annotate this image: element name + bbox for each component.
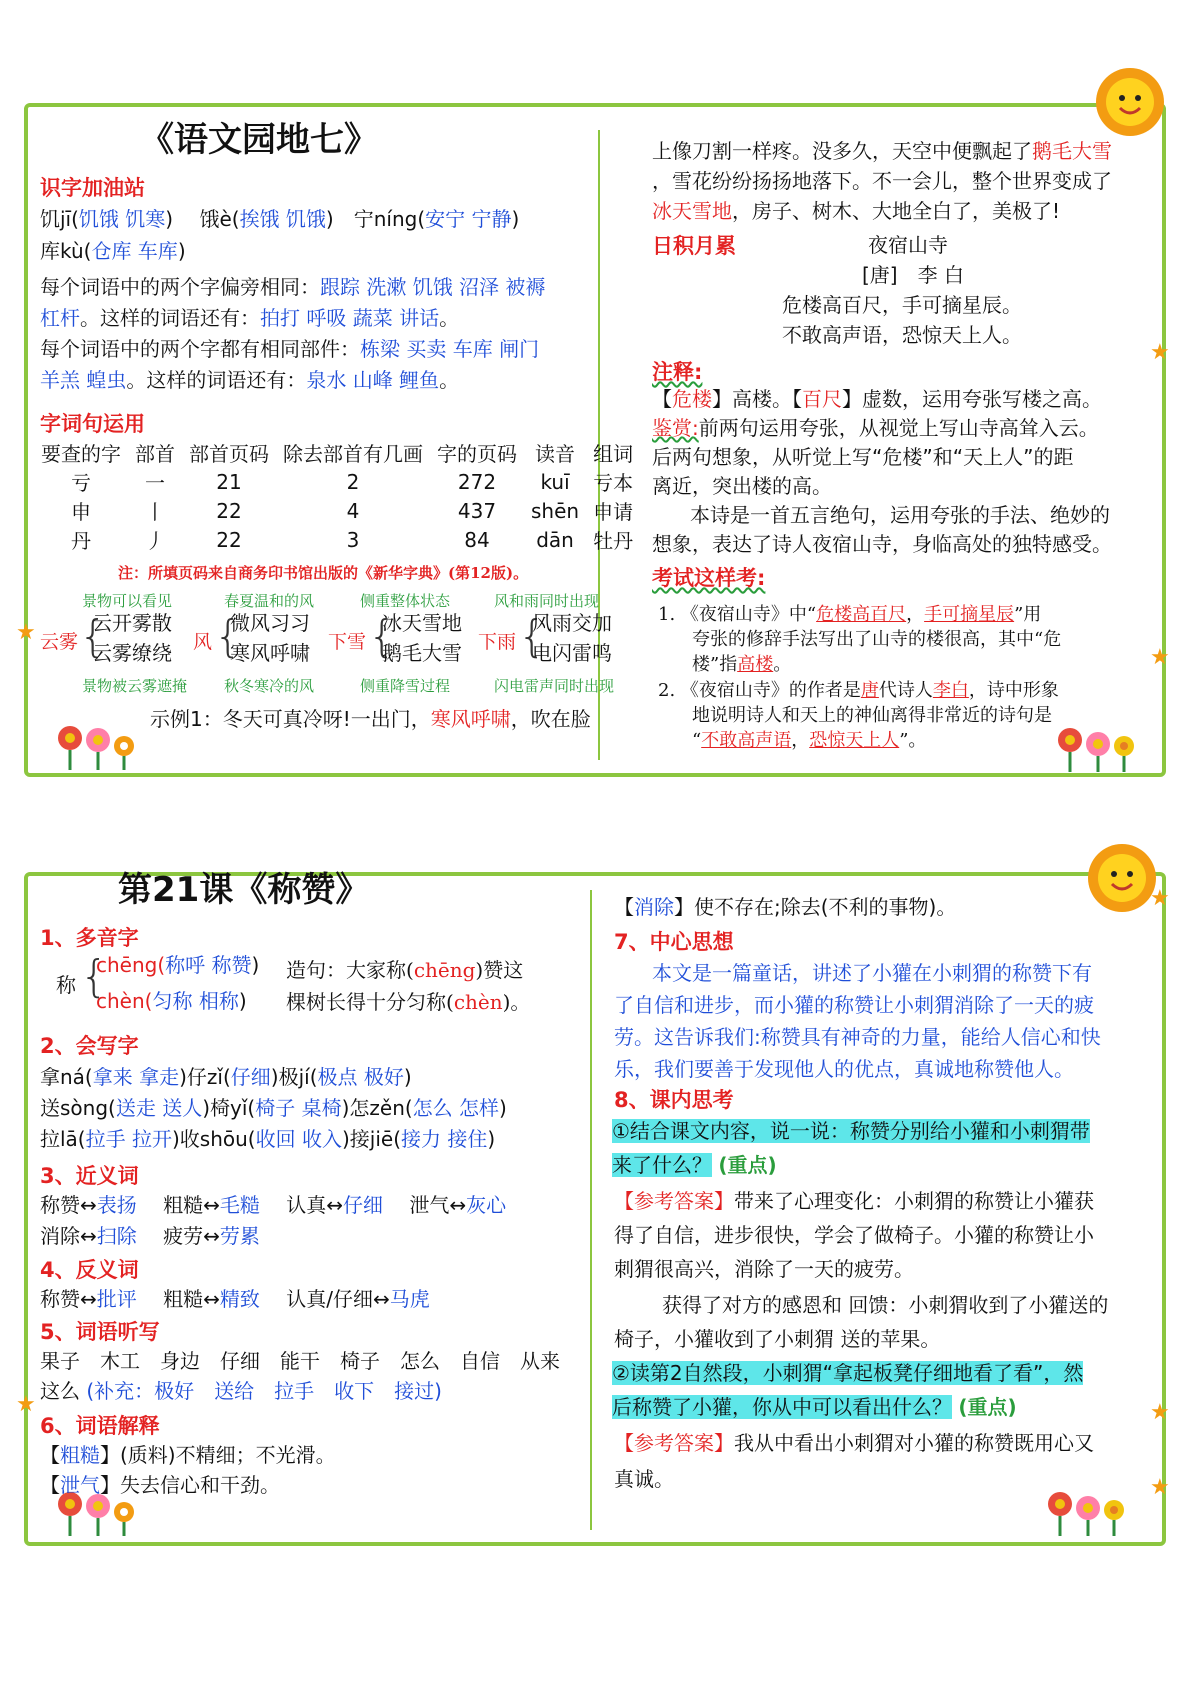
table-row xyxy=(34,467,640,496)
question1-line3: 楼”指高楼。 xyxy=(692,654,792,675)
zhongxin-line3: 劳。这告诉我们:称赞具有神奇的力量，能给人信心和快 xyxy=(614,1025,1101,1049)
star-icon: ★ xyxy=(16,1392,36,1417)
group-item: 寒风呼啸 xyxy=(230,641,310,665)
polyphone-char: 称 xyxy=(56,973,76,997)
zaoju-line2: 棵树长得十分匀称(chèn)。 xyxy=(286,990,531,1014)
table-header: 组词 xyxy=(593,442,634,466)
table-cell: 2 xyxy=(346,469,360,494)
green-note: 风和雨同时出现 xyxy=(494,592,600,610)
flower-icon xyxy=(1052,722,1142,774)
zhongxin-line4: 乐，我们要善于发现他人的优点，真诚地称赞他人。 xyxy=(614,1057,1074,1081)
table-header: 读音 xyxy=(535,442,576,466)
jinyi-line2: 消除↔扫除 疲劳↔劳累 xyxy=(40,1224,260,1248)
section-duoyinzi: 1、多音字 xyxy=(40,926,139,950)
kaoshi-label: 考试这样考: xyxy=(652,566,766,590)
brace: { xyxy=(79,611,107,662)
section-zhongxin: 7、中心思想 xyxy=(614,930,734,954)
tingxie-line2: 这么 (补充：极好 送给 拉手 收下 接过) xyxy=(40,1379,442,1403)
star-icon: ★ xyxy=(16,620,36,645)
star-icon: ★ xyxy=(1150,1475,1170,1500)
answer1-line1: 【参考答案】带来了心理变化：小刺猬的称赞让小獾获 xyxy=(614,1189,1094,1213)
flower-icon xyxy=(1042,1486,1132,1538)
sun-icon xyxy=(1090,62,1170,142)
group-label: 云雾 xyxy=(40,631,79,653)
group-item: 风雨交加 xyxy=(532,611,612,635)
brace: { xyxy=(80,951,108,1002)
example-cont-3: 冰天雪地，房子、树木、大地全白了，美极了! xyxy=(652,199,1061,223)
summary-line1: 本诗是一首五言绝句，运用夸张的手法、绝妙的 xyxy=(690,503,1110,527)
section-tingxie: 5、词语听写 xyxy=(40,1320,160,1344)
dictionary-note: 注：所填页码来自商务印书馆出版的《新华字典》(第12版)。 xyxy=(118,564,529,582)
brace: { xyxy=(518,611,546,662)
group-label: 下雪 xyxy=(328,631,367,653)
zaoju-line1: 造句：大家称(chēng)赞这 xyxy=(286,958,524,982)
section-sikao: 8、课内思考 xyxy=(614,1088,734,1112)
table-cell: 437 xyxy=(457,498,497,523)
jieshi-line1: 【粗糙】(质料)不精细；不光滑。 xyxy=(40,1443,336,1467)
sikao-q1-line2: 来了什么？ (重点) xyxy=(612,1153,777,1177)
page2-title: 第21课《称赞》 xyxy=(118,870,370,910)
answer2-line2: 真诚。 xyxy=(614,1467,674,1491)
part-same-line2: 羊羔 蝗虫。这样的词语还有：泉水 山峰 鲤鱼。 xyxy=(40,368,460,392)
table-cell: dān xyxy=(536,527,574,552)
table-cell: 272 xyxy=(457,469,497,494)
answer2-line1: 【参考答案】我从中看出小刺猬对小獾的称赞既用心又 xyxy=(614,1431,1094,1455)
sikao-q2-line2: 后称赞了小獾，你从中可以看出什么？ (重点) xyxy=(612,1395,1017,1419)
table-cell: 亏本 xyxy=(593,471,634,495)
flower-icon xyxy=(52,720,142,772)
section-huixiezi: 2、会写字 xyxy=(40,1034,139,1058)
jieshi-line3: 【消除】使不存在;除去(不利的事物)。 xyxy=(614,895,957,919)
table-cell: 一 xyxy=(145,471,165,495)
table-cell: 申 xyxy=(71,500,91,524)
polyphone-py2: chèn(匀称 相称) xyxy=(96,989,247,1013)
jieshi-line2: 【泄气】失去信心和干劲。 xyxy=(40,1473,280,1497)
zhongxin-line2: 了自信和进步，而小獾的称赞让小刺猬消除了一天的疲 xyxy=(614,993,1094,1017)
answer1-line2: 得了自信，进步很快，学会了做椅子。小獾的称赞让小 xyxy=(614,1223,1094,1247)
section-jinyici: 3、近义词 xyxy=(40,1164,139,1188)
table-header: 除去部首有几画 xyxy=(283,442,423,466)
table-cell: 丨 xyxy=(145,500,165,524)
dictionary-lookup-table xyxy=(34,438,640,554)
section-shizi: 识字加油站 xyxy=(40,176,145,200)
polyphone-py1: chēng(称呼 称赞) xyxy=(96,953,260,977)
example-cont-2: ，雪花纷纷扬扬地落下。不一会儿，整个世界变成了 xyxy=(652,169,1112,193)
group-item: 云开雾散 xyxy=(92,611,172,635)
question2-line1: 2. 《夜宿山寺》的作者是唐代诗人李白，诗中形象 xyxy=(658,680,1059,701)
green-note: 景物被云雾遮掩 xyxy=(82,677,188,695)
section-ciju: 字词句运用 xyxy=(40,412,145,436)
table-cell: kuī xyxy=(540,469,570,494)
green-note: 秋冬寒冷的风 xyxy=(224,677,315,695)
table-cell: 丹 xyxy=(71,529,91,553)
huixie-line2: 送sòng(送走 送人)椅yǐ(椅子 桌椅)怎zěn(怎么 怎样) xyxy=(40,1096,507,1120)
table-header-row xyxy=(34,438,640,467)
table-cell: 84 xyxy=(464,527,490,552)
question2-line3: “不敢高声语，恐惊天上人”。 xyxy=(692,730,927,751)
poem-author: [唐] 李 白 xyxy=(862,263,964,287)
huixie-line3: 拉lā(拉手 拉开)收shōu(收回 收入)接jiē(接力 接住) xyxy=(40,1127,496,1151)
group-item: 云雾缭绕 xyxy=(92,641,172,665)
green-note: 侧重降雪过程 xyxy=(360,677,451,695)
star-icon: ★ xyxy=(1150,340,1170,365)
table-cell: 3 xyxy=(346,527,360,552)
table-cell: shēn xyxy=(531,498,580,523)
star-icon: ★ xyxy=(1150,1400,1170,1425)
table-header: 字的页码 xyxy=(437,442,517,466)
group-label: 风 xyxy=(193,631,213,653)
group-label: 下雨 xyxy=(478,631,517,653)
zhushi-label: 注释: xyxy=(652,360,703,384)
answer1-line3: 刺猬很高兴，消除了一天的疲劳。 xyxy=(614,1257,914,1281)
table-header: 部首 xyxy=(135,442,175,466)
section-jieshi: 6、词语解释 xyxy=(40,1414,160,1438)
table-cell: 22 xyxy=(216,498,242,523)
question1-line2: 夸张的修辞手法写出了山寺的楼很高，其中“危 xyxy=(692,629,1062,650)
sikao-q2-line1: ②读第2自然段，小刺猬“拿起板凳仔细地看了看”，然 xyxy=(612,1361,1084,1385)
huixie-line1: 拿ná(拿来 拿走)仔zǐ(仔细)极jí(极点 极好) xyxy=(40,1065,412,1089)
green-note: 景物可以看见 xyxy=(82,592,173,610)
star-icon: ★ xyxy=(1150,886,1170,911)
zhushi-text: 【危楼】高楼。【百尺】虚数，运用夸张写楼之高。 xyxy=(652,387,1102,411)
brace: { xyxy=(368,611,396,662)
group-item: 电闪雷鸣 xyxy=(532,641,612,665)
answer1-line5: 椅子，小獾收到了小刺猬 送的苹果。 xyxy=(614,1327,941,1351)
group-item: 冰天雪地 xyxy=(382,611,462,635)
sikao-q1-line1: ①结合课文内容，说一说：称赞分别给小獾和小刺猬带 xyxy=(612,1119,1090,1143)
poem-line2: 不敢高声语，恐惊天上人。 xyxy=(782,323,1022,347)
question1-line1: 1. 《夜宿山寺》中“危楼高百尺，手可摘星辰”用 xyxy=(658,604,1042,625)
section-fanyici: 4、反义词 xyxy=(40,1258,139,1282)
table-cell: 牡丹 xyxy=(593,529,634,553)
jianshang-line2: 后两句想象，从听觉上写“危楼”和“天上人”的距 xyxy=(652,445,1074,469)
radical-same-line1: 每个词语中的两个字偏旁相同：跟踪 洗漱 饥饿 沼泽 被褥 xyxy=(40,275,546,299)
brace: { xyxy=(214,611,242,662)
green-note: 侧重整体状态 xyxy=(360,592,451,610)
fanyi-line1: 称赞↔批评 粗糙↔精致 认真/仔细↔马虎 xyxy=(40,1287,430,1311)
table-cell: 丿 xyxy=(145,529,165,553)
table-cell: 申请 xyxy=(593,500,634,524)
shizi-line2: 库kù(仓库 车库) xyxy=(40,239,186,263)
green-note: 春夏温和的风 xyxy=(224,592,315,610)
summary-line2: 想象，表达了诗人夜宿山寺，身临高处的独特感受。 xyxy=(652,532,1112,556)
table-cell: 22 xyxy=(216,527,242,552)
tingxie-line1: 果子 木工 身边 仔细 能干 椅子 怎么 自信 从来 xyxy=(40,1349,560,1373)
zhongxin-line1: 本文是一篇童话，讲述了小獾在小刺猬的称赞下有 xyxy=(652,961,1092,985)
shizi-line1: 饥jī(饥饿 饥寒) 饿è(挨饿 饥饿) 宁níng(安宁 宁静) xyxy=(40,207,520,231)
section-rijiyue: 日积月累 xyxy=(652,234,736,258)
radical-same-line2: 杠杆。这样的词语还有：拍打 呼吸 蔬菜 讲话。 xyxy=(40,306,460,330)
question2-line2: 地说明诗人和天上的神仙离得非常近的诗句是 xyxy=(692,705,1052,726)
jianshang-line3: 离近，突出楼的高。 xyxy=(652,474,832,498)
jianshang-line1: 鉴赏:前两句运用夸张，从视觉上写山寺高耸入云。 xyxy=(652,416,1099,440)
table-header: 部首页码 xyxy=(189,442,269,466)
green-note: 闪电雷声同时出现 xyxy=(494,677,615,695)
table-cell: 亏 xyxy=(71,471,91,495)
table-cell: 21 xyxy=(216,469,242,494)
table-row xyxy=(34,496,640,525)
answer1-line4: 获得了对方的感恩和 回馈：小刺猬收到了小獾送的 xyxy=(662,1293,1109,1317)
group-item: 鹅毛大雪 xyxy=(382,641,462,665)
page2-divider xyxy=(590,890,592,1530)
table-row xyxy=(34,525,640,554)
poem-title: 夜宿山寺 xyxy=(868,233,948,257)
part-same-line1: 每个词语中的两个字都有相同部件：栋梁 买卖 车库 闸门 xyxy=(40,337,540,361)
example-text: 示例1：冬天可真冷呀!一出门，寒风呼啸，吹在脸 xyxy=(150,707,591,731)
jinyi-line1: 称赞↔表扬 粗糙↔毛糙 认真↔仔细 泄气↔灰心 xyxy=(40,1193,507,1217)
page1-title: 《语文园地七》 xyxy=(140,120,378,160)
table-header: 要查的字 xyxy=(41,442,121,466)
group-item: 微风习习 xyxy=(230,611,310,635)
poem-line1: 危楼高百尺，手可摘星辰。 xyxy=(782,293,1022,317)
star-icon: ★ xyxy=(1150,645,1170,670)
example-cont-1: 上像刀割一样疼。没多久，天空中便飘起了鹅毛大雪 xyxy=(652,139,1112,163)
table-cell: 4 xyxy=(346,498,360,523)
